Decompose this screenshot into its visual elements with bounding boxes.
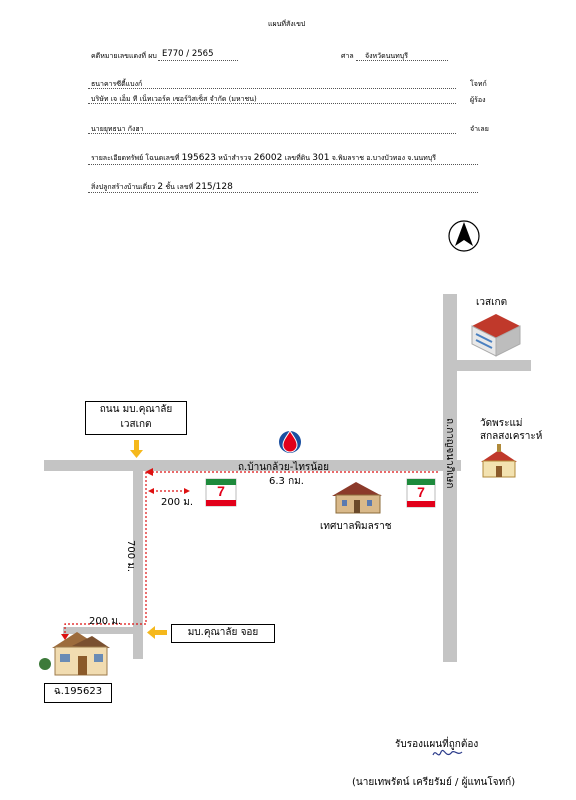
- route-line: [65, 472, 438, 634]
- deed-number: 195623: [181, 153, 216, 163]
- svg-text:7: 7: [417, 484, 425, 500]
- entrance-sign: มบ.คุณาลัย จอย: [171, 624, 275, 643]
- municipality-label: เทศบาลพิมลราช: [320, 521, 392, 532]
- signatory: (นายเทพรัตน์ เครียรัมย์ / ผู้แทนโจทก์): [352, 777, 516, 788]
- highway-label: ถ.กาญจนาภิเษก: [444, 418, 455, 489]
- svg-text:7: 7: [217, 483, 225, 499]
- court-label: ศาล: [341, 52, 354, 60]
- land-number: 301: [312, 153, 330, 163]
- ptt-station-icon: [279, 431, 301, 453]
- distance-200-b: 200 ม.: [89, 616, 122, 627]
- building-prefix: สิ่งปลูกสร้างบ้านเดี่ยว: [91, 183, 156, 191]
- certify-text: รับรองแผนที่ถูกต้อง: [395, 739, 479, 750]
- distance-700: 700 ม.: [125, 540, 136, 573]
- compass-icon: [449, 221, 479, 251]
- bank-name: ธนาคารซีตี้แบงก์: [91, 80, 143, 88]
- road-sign-line-1: ถนน มบ.คุณาลัย: [99, 404, 173, 415]
- route-arrow-icon: [145, 468, 153, 476]
- company-name: บริษัท เจ เอ็ม ที เน็ทเวอร์ค เซอร์วิสเซ็ส จำกัด (มหาชน): [91, 95, 257, 103]
- floor-count: 2: [157, 182, 164, 192]
- temple-label: [480, 417, 542, 443]
- defendant-name: นายยุทธนา กังฮา: [91, 125, 144, 133]
- plaintiff-label: โจทก์: [470, 80, 487, 88]
- westgate-mall-icon: [472, 314, 520, 356]
- land-label: เลขที่ดิน: [284, 154, 311, 162]
- property-prefix: รายละเอียดทรัพย์ โฉนดเลขที่: [91, 154, 180, 162]
- deed-box: ฉ.195623: [44, 683, 112, 703]
- defendant-label: จำเลย: [470, 125, 489, 133]
- case-number: E770 / 2565: [162, 49, 214, 59]
- page-title: แผนที่สังเขป: [268, 20, 306, 28]
- road-sign-westgate: [85, 401, 187, 435]
- court-name: จังหวัดนนทบุรี: [365, 52, 408, 60]
- distance-200-a: 200 ม.: [161, 497, 194, 508]
- main-road-distance: 6.3 กม.: [269, 476, 304, 487]
- survey-label: หน้าสำรวจ: [218, 154, 252, 162]
- yellow-arrow-left-icon: [147, 626, 167, 639]
- house-icon: [39, 632, 110, 675]
- seven-eleven-icon-2: [407, 479, 435, 507]
- seven-eleven-icon-1: [206, 479, 236, 506]
- floors-unit: ชั้น เลขที่: [165, 183, 194, 191]
- temple-icon: [481, 444, 517, 477]
- municipality-building-icon: [332, 482, 382, 513]
- yellow-arrow-down-icon: [130, 440, 143, 458]
- arrow-right-icon: [184, 488, 190, 494]
- main-road-label: ถ.บ้านกล้วย-ไทรน้อย: [238, 462, 329, 473]
- transferee-label: ผู้ร้อง: [470, 96, 486, 104]
- temple-line-2: สกลสงเคราะห์: [480, 431, 543, 442]
- case-label: คดีหมายเลขแดงที่ ผบ: [91, 52, 157, 60]
- arrow-left-icon: [148, 488, 154, 494]
- survey-number: 26002: [253, 153, 283, 163]
- location: จ.พิมลราช อ.บางบัวทอง จ.นนทบุรี: [331, 154, 436, 162]
- house-number: 215/128: [195, 182, 233, 192]
- road-sign-line-2: เวสเกต: [120, 419, 152, 430]
- temple-line-1: วัดพระแม่: [480, 418, 523, 429]
- westgate-label: เวสเกต: [476, 297, 508, 308]
